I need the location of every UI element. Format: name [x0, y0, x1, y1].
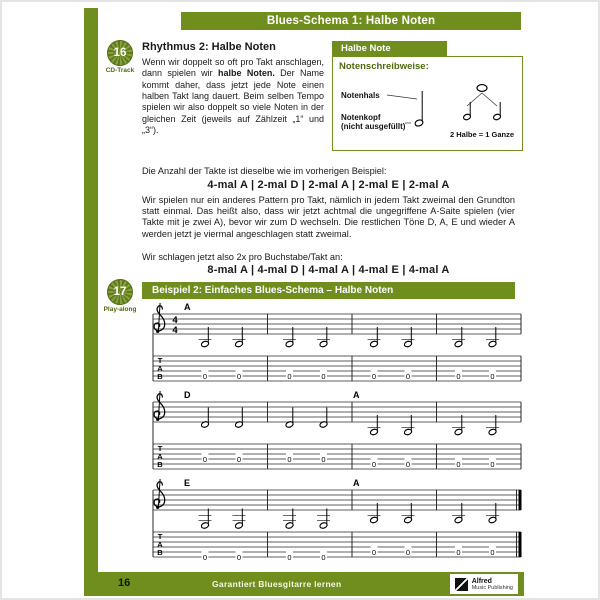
tab-fret-number: 0: [371, 459, 377, 469]
chord-label: A: [184, 302, 191, 312]
tab-fret-number: 0: [371, 547, 377, 557]
tab-fret-number: 0: [321, 552, 326, 562]
tab-clef-letter: A: [157, 364, 163, 373]
tab-clef-letter: T: [157, 444, 163, 453]
stem-label: Notenhals: [341, 91, 380, 100]
half-note-icon: [488, 340, 497, 347]
half-note-icon: [235, 340, 244, 347]
tab-fret-number: 0: [236, 371, 242, 381]
tab-clef-letter: B: [157, 372, 163, 381]
tab-fret-number: 0: [202, 552, 208, 562]
tab-fret-number: 0: [287, 371, 292, 381]
half-note-icon: [454, 428, 463, 435]
tab-fret-number: 0: [321, 371, 326, 381]
tab-clef-letter: B: [157, 548, 163, 557]
tab-clef-letter: B: [157, 460, 163, 469]
half-note-icon: [454, 516, 463, 523]
publisher-logo: [450, 574, 518, 594]
publisher-subtitle: Music Publishing: [471, 584, 513, 591]
footer-book-title: Garantiert Bluesgitarre lernen: [212, 579, 342, 589]
half-note-icon: [370, 428, 379, 435]
intro-line-1: Die Anzahl der Takte ist dieselbe wie im vorherigen Beispiel:: [142, 166, 387, 176]
paragraph-bold-term: halbe Noten.: [218, 68, 275, 79]
tab-fret-number: 0: [490, 371, 495, 381]
half-note-icon: [201, 340, 210, 347]
half-note-icon: [404, 516, 413, 523]
half-note-2-icon: [493, 113, 502, 120]
alfred-logo-icon: [455, 578, 468, 591]
half-note-icon: [488, 428, 497, 435]
tab-fret-number: 0: [405, 371, 411, 381]
note-diagram: [339, 73, 517, 143]
footer-bar: [84, 572, 524, 596]
half-note-icon: [285, 522, 294, 529]
head-label-line2: (nicht ausgefüllt): [341, 122, 406, 131]
explanation-paragraph: Wir spielen nur ein anderes Pattern pro Takt, nämlich in jedem Takt zweimal den Grundton statt einmal. Das heißt also, dass wir jetzt achtmal die ungegriffene A-Saite spielen (vier Takte mit je zwei A), bevor wir zum D wechseln. Die restlichen Töne D, A, E und wieder A werden jetzt je viermal angeschlagen statt zweimal.: [142, 195, 515, 239]
tab-fret-number: 0: [490, 459, 495, 469]
chapter-title: Blues-Schema 1: Halbe Noten: [266, 15, 436, 27]
tab-fret-number: 0: [321, 454, 326, 464]
time-signature: 4: [172, 325, 178, 336]
tab-clef-letter: A: [157, 540, 163, 549]
half-note-icon: [235, 522, 244, 529]
half-note-head-icon: [414, 119, 424, 127]
chord-label: A: [353, 390, 360, 400]
half-note-icon: [370, 340, 379, 347]
play-along-number-icon: 17: [107, 279, 133, 305]
tab-fret-number: 0: [405, 547, 411, 557]
intro-line-2: Wir schlagen jetzt also 2x pro Buchstabe/Takt an:: [142, 252, 343, 262]
page-number: 16: [118, 577, 131, 589]
cd-track-badge: [97, 40, 143, 74]
music-system-2: [145, 388, 525, 476]
example-header-bar: [142, 282, 515, 299]
chord-label: D: [184, 390, 191, 400]
music-systems: [145, 300, 525, 564]
tab-fret-number: 0: [202, 454, 208, 464]
chapter-title-bar: [181, 12, 521, 30]
example-title: Beispiel 2: Einfaches Blues-Schema – Halbe Noten: [152, 285, 394, 296]
music-system-3: [145, 476, 525, 564]
chord-label: A: [353, 478, 360, 488]
half-note-1-icon: [463, 113, 472, 120]
publisher-name: Alfred: [471, 577, 492, 585]
infobox-title: Halbe Note: [332, 41, 447, 56]
half-note-icon: [404, 340, 413, 347]
play-along-badge: [97, 279, 143, 313]
equation-label: 2 Halbe = 1 Ganze: [450, 130, 514, 139]
infobox-subheading: Notenschreibweise:: [339, 61, 429, 72]
half-note-icon: [370, 516, 379, 523]
half-note-icon: [454, 340, 463, 347]
tab-fret-number: 0: [371, 371, 377, 381]
tab-fret-number: 0: [456, 459, 461, 469]
play-along-label: Play-along: [103, 306, 137, 313]
tab-fret-number: 0: [236, 454, 242, 464]
tab-fret-number: 0: [456, 547, 461, 557]
whole-note-icon: [477, 85, 487, 92]
infobox-body: [332, 56, 523, 151]
music-system-1: [145, 300, 525, 388]
half-note-icon: [404, 428, 413, 435]
half-note-icon: [319, 522, 328, 529]
tab-clef-letter: T: [157, 356, 163, 365]
tab-fret-number: 0: [236, 552, 242, 562]
tab-clef-letter: A: [157, 452, 163, 461]
tab-fret-number: 0: [405, 459, 411, 469]
paragraph-text-cont: Der Name kommt daher, dass jetzt jede Note einen halben Takt lang dauert. Beim selben Tempo spielen wir also doppelt so viele Noten in der gleichen Zeit (jeweils auf Zählzeit „1“ und „3“).: [142, 68, 324, 135]
half-note-icon: [201, 522, 210, 529]
bar-formula-1: 4-mal A | 2-mal D | 2-mal A | 2-mal E | 2-mal A: [207, 179, 450, 191]
bar-formula-2: 8-mal A | 4-mal D | 4-mal A | 4-mal E | 4-mal A: [207, 264, 450, 276]
half-note-icon: [488, 516, 497, 523]
cd-track-number-icon: 16: [107, 40, 133, 66]
tab-fret-number: 0: [287, 454, 292, 464]
tab-clef-letter: T: [157, 532, 163, 541]
section-paragraph: [142, 57, 324, 136]
halbe-note-infobox: [332, 41, 523, 151]
publisher-text: [472, 578, 513, 591]
time-signature: 4: [172, 315, 178, 326]
page-edge-strip: [84, 8, 98, 594]
tab-fret-number: 0: [456, 371, 461, 381]
paragraph-text: Wenn wir doppelt so oft pro Takt anschlagen, dann spielen wir: [142, 57, 324, 79]
cd-track-label: CD-Track: [105, 67, 135, 74]
chord-label: E: [184, 478, 191, 488]
half-note-icon: [319, 340, 328, 347]
head-label-line1: Notenkopf: [341, 113, 381, 122]
half-note-icon: [285, 340, 294, 347]
tab-fret-number: 0: [202, 371, 208, 381]
section-heading: Rhythmus 2: Halbe Noten: [142, 41, 276, 53]
tab-fret-number: 0: [287, 552, 292, 562]
tab-fret-number: 0: [490, 547, 495, 557]
